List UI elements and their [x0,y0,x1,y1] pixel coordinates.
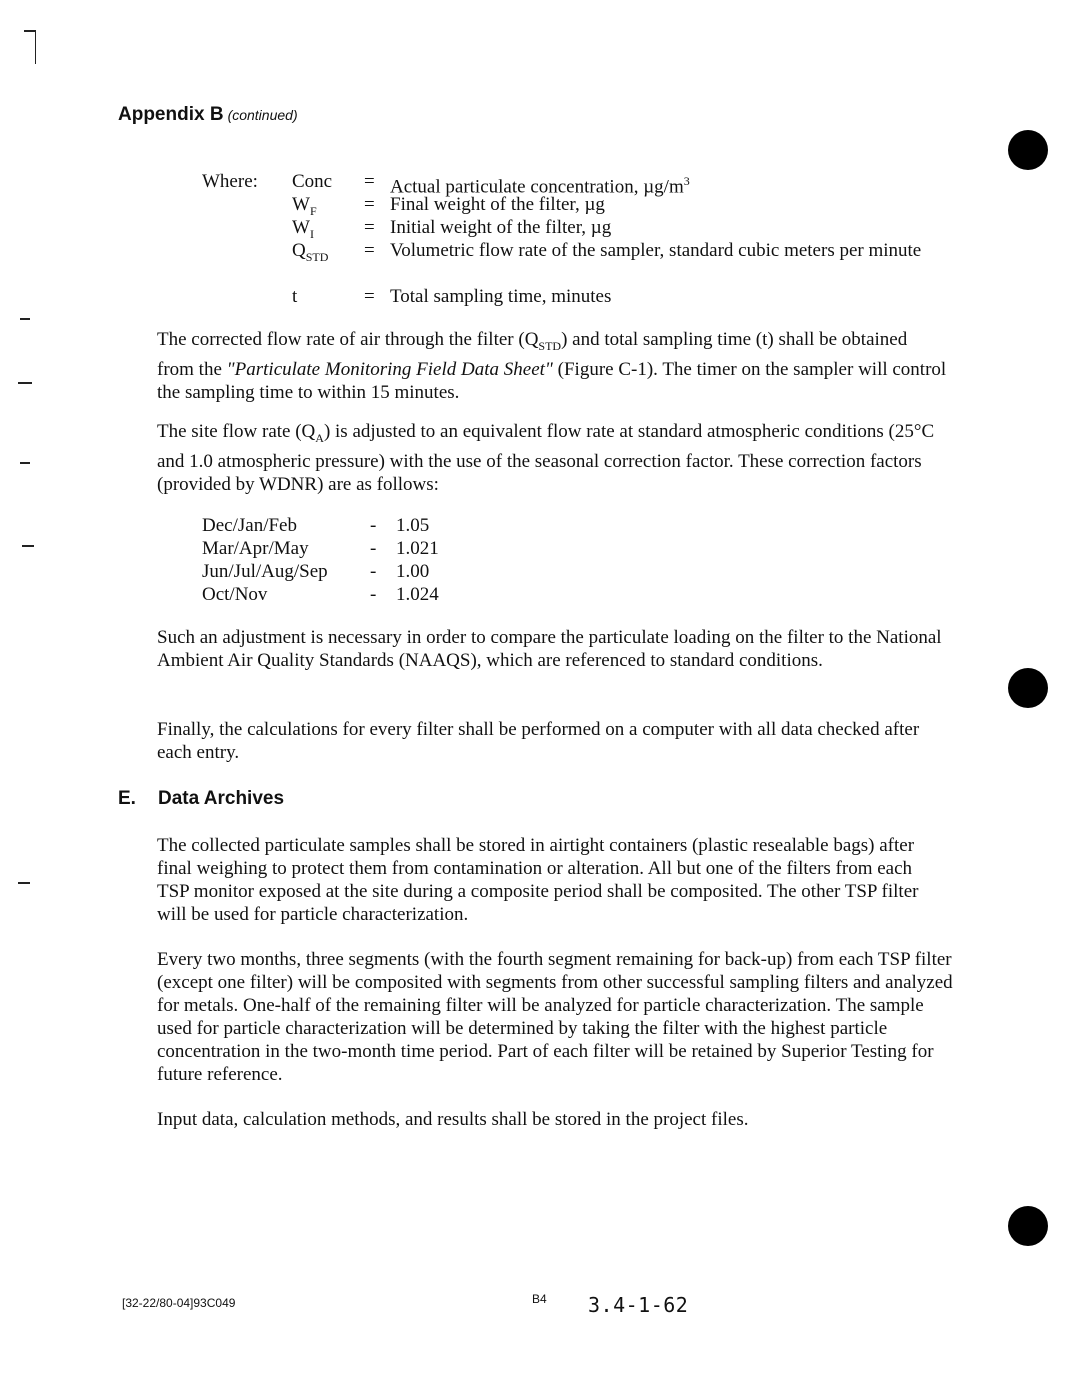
scan-mark [18,382,32,384]
appendix-header [118,104,298,126]
equals-sign: = [364,194,375,215]
equals-sign: = [364,240,375,261]
definition-description: Initial weight of the filter, µg [390,217,612,238]
definition-symbol: Conc [292,171,333,192]
footer-project-code: [32-22/80-04]93C049 [122,1296,236,1310]
equals-sign: = [364,286,375,307]
section-title: Data Archives [158,788,285,809]
punch-hole [1008,130,1048,170]
definition-description: Actual particulate concentration, $\mu g/m^3$ [390,174,690,198]
definition-symbol: t [292,286,298,307]
scan-mark [18,882,30,884]
factor-months: Dec/Jan/Feb [202,515,297,536]
list-item [202,560,502,583]
definition-symbol: $Q_{STD}$ [292,240,329,264]
factor-value: 1.00 [396,561,430,582]
factor-dash: - [370,584,377,605]
factor-dash: - [370,561,377,582]
footer-document-number: 3.4-1-62 [588,1293,689,1317]
definition-description: Volumetric flow rate of the sampler, standard cubic meters per minute [390,240,922,261]
scan-mark [20,318,30,320]
definition-description: Total sampling time, minutes [390,286,612,307]
factor-value: 1.05 [396,515,430,536]
where-label: Where: [202,171,258,192]
section-heading [118,788,284,810]
list-item [202,514,502,537]
form-title: "Particulate Monitoring Field Data Sheet" [226,358,553,380]
equals-sign: = [364,171,375,192]
section-number: E. [118,788,136,809]
factor-dash: - [370,538,377,559]
factor-value: 1.024 [396,584,439,605]
list-item [202,537,502,560]
paragraph-adjustment: Such an adjustment is necessary in order to compare the particulate loading on the filter to the National Ambient Air Quality Standards (NAAQS), which are referenced to standard conditions. [157,627,942,671]
appendix-title: Appendix B [118,104,224,125]
definition-symbol: $W_F$ [292,194,317,218]
paragraph-project-files: Input data, calculation methods, and results shall be stored in the project files. [157,1109,749,1130]
punch-hole [1008,1206,1048,1246]
scan-mark [20,462,30,464]
paragraph-flow-rate: The corrected flow rate of air through the filter $(Q_{STD})$ and total sampling time (t) shall be obtained from the "Particulate Monitoring Field Data Sheet" (Figure C-1). The timer on the sampler will control the sampling time to within 15 minutes. [157,329,947,403]
paragraph-site-flow: The site flow rate $(Q_A)$ is adjusted to an equivalent flow rate at standard atmospheric conditions (25°C and 1.0 atmospheric pressure) with the use of the seasonal correction factor. These correction factors (provided by WDNR) are as follows: [157,421,935,495]
definition-symbol: $W_I$ [292,217,314,241]
factor-months: Jun/Jul/Aug/Sep [202,561,328,582]
correction-factor-list [202,514,502,606]
punch-hole [1008,668,1048,708]
factor-value: 1.021 [396,538,439,559]
list-item [202,583,502,606]
factor-months: Oct/Nov [202,584,268,605]
footer-page-number: B4 [532,1292,547,1306]
factor-dash: - [370,515,377,536]
paragraph-storage: The collected particulate samples shall be stored in airtight containers (plastic resealable bags) after final weighing to protect them from contamination or alteration. All but one of the filters from each TSP monitor exposed at the site during a composite period shall be composited. The other TSP filter will be used for particle characterization. [157,835,919,925]
definition-description: Final weight of the filter, µg [390,194,605,215]
scan-mark [35,30,36,64]
paragraph-calculations: Finally, the calculations for every filter shall be performed on a computer with all data checked after each entry. [157,719,920,763]
equals-sign: = [364,217,375,238]
continued-label: (continued) [227,107,298,123]
scan-mark [22,545,34,547]
paragraph-compositing: Every two months, three segments (with the fourth segment remaining for back-up) from each TSP filter (except one filter) will be composited with segments from other successful sampling filters and analyzed for metals. One-half of the remaining filter will be analyzed for particle characterization. The sample used for particle characterization will be determined by taking the filter with the highest particle concentration in the two-month time period. Part of each filter will be retained by Superior Testing for future reference. [157,949,953,1085]
factor-months: Mar/Apr/May [202,538,309,559]
